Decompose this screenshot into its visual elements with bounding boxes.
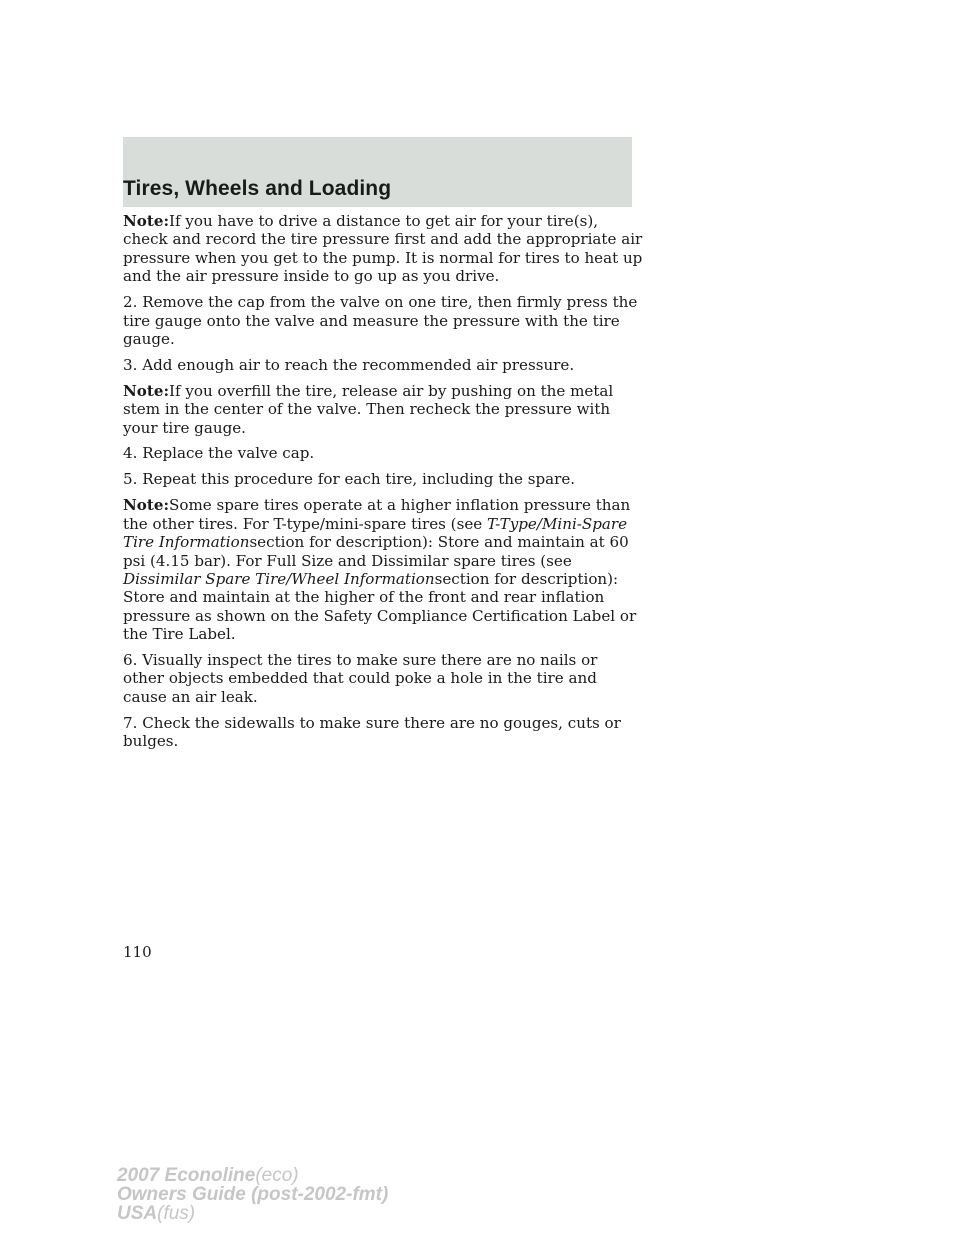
note-paragraph: [123, 496, 643, 643]
step-2: 2. Remove the cap from the valve on one tire, then firmly press the tire gauge onto the valve and measure the pressure with the tire gauge.: [123, 293, 638, 348]
note-text: Some spare tires operate at a higher inflation pressure than the other tires. For T-type/mini-spare tires (see: [123, 496, 631, 533]
footer-model: 2007 Econoline: [117, 1165, 256, 1186]
step-5: 5. Repeat this procedure for each tire, including the spare.: [123, 470, 576, 489]
step-3: 3. Add enough air to reach the recommended air pressure.: [123, 355, 575, 374]
step-4: 4. Replace the valve cap.: [123, 444, 315, 463]
section-title: Tires, Wheels and Loading: [123, 177, 392, 200]
note-label: Note:: [123, 212, 170, 230]
note-paragraph: [123, 212, 643, 286]
note-text: section for description): Store and maintain at 60 psi (4.15 bar). For Full Size and Dissimilar spare tires (see: [123, 533, 629, 570]
note-paragraph: [123, 382, 643, 437]
note-text: If you have to drive a distance to get air for your tire(s), check and record the tire pressure first and add the appropriate air pressure when you get to the pump. It is normal for tires to heat up and the air pressure inside to go up as you drive.: [123, 212, 643, 286]
footer-model-code: (eco): [255, 1165, 299, 1186]
step-6: 6. Visually inspect the tires to make sure there are no nails or other objects embedded that could poke a hole in the tire and cause an air leak.: [123, 651, 598, 706]
note-text: If you overfill the tire, release air by pushing on the metal stem in the center of the valve. Then recheck the pressure with your tire gauge.: [123, 381, 614, 437]
footer-region-code: (fus): [157, 1203, 196, 1224]
footer-line-2: Owners Guide (post-2002-fmt): [117, 1184, 389, 1205]
document-footer: [117, 1166, 388, 1223]
footer-line-3: [117, 1204, 388, 1223]
note-label: Note:: [123, 496, 170, 515]
page-number: 110: [123, 943, 152, 961]
cross-reference: T-Type/Mini-Spare Tire Information: [123, 514, 628, 552]
footer-region: USA: [117, 1203, 158, 1224]
body-text: [123, 212, 643, 758]
footer-line-1: [117, 1166, 388, 1185]
cross-reference: Dissimilar Spare Tire/Wheel Information: [123, 569, 435, 588]
note-text: section for description): Store and maintain at the higher of the front and rear inflation pressure as shown on the Safety Compliance Certification Label or the Tire Label.: [123, 569, 637, 644]
note-label: Note:: [123, 381, 170, 400]
step-7: 7. Check the sidewalls to make sure there are no gouges, cuts or bulges.: [123, 713, 621, 751]
